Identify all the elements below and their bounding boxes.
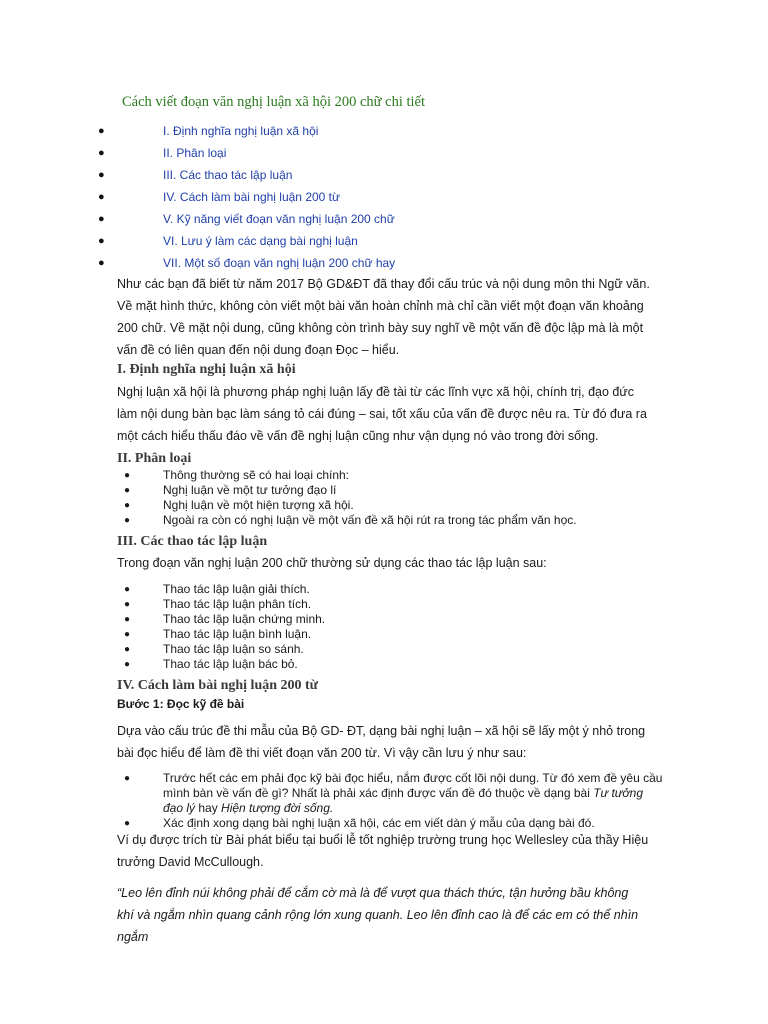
section-2-heading: II. Phân loại [117,451,192,466]
bullet-icon: ● [98,191,105,203]
bullet-icon: ● [124,515,131,526]
list-item: ● Ngoài ra còn có nghị luận về một vấn đề xã hội rút ra trong tác phẩm văn học. [124,513,577,527]
bullet-icon: ● [124,470,131,481]
bullet-icon: ● [98,169,105,181]
bullet-icon: ● [124,629,131,640]
bullet-icon: ● [124,584,131,595]
bullet-icon: ● [98,213,105,225]
section-1-heading: I. Định nghĩa nghị luận xã hội [117,362,296,377]
section-1-body: Nghị luận xã hội là phương pháp nghị luận lấy đề tài từ các lĩnh vực xã hội, chính trị, đạo đức làm nội dung bàn bạc làm sáng tỏ cái đúng – sai, tốt xấu của vấn đề được nêu ra. Từ đó đưa ra một cách hiểu thấu đáo về vấn đề nghị luận cũng như vận dụng nó vào trong đời sống. [117,385,647,443]
section-3-heading: III. Các thao tác lập luận [117,534,268,549]
section-4-list [0,771,663,831]
bullet-icon: ● [124,614,131,625]
list-item: ● Nghị luận về một tư tưởng đạo lí [124,483,337,497]
toc-link-6[interactable]: VI. Lưu ý làm các dạng bài nghị luận [163,234,358,248]
section-4-heading: IV. Cách làm bài nghị luận 200 từ [117,678,319,693]
bullet-icon: ● [98,147,105,159]
section-2-list [0,468,663,528]
section-3-list [0,582,663,672]
toc-link-7[interactable]: VII. Một số đoạn văn nghị luận 200 chữ hay [163,256,396,270]
list-item: ● Thao tác lập luận chứng minh. [124,612,326,626]
list-item: ● Xác định xong dạng bài nghị luận xã hội, các em viết dàn ý mẫu của dạng bài đó. [124,816,595,830]
toc-link-1[interactable]: I. Định nghĩa nghị luận xã hội [163,124,319,138]
example-paragraph: Ví dụ được trích từ Bài phát biểu tại buổi lễ tốt nghiệp trường trung học Wellesley của thầy Hiệu trưởng David McCullough. [117,833,649,869]
list-item: ● Thông thường sẽ có hai loại chính: [124,468,350,482]
list-item: ● Trước hết các em phải đọc kỹ bài đọc hiểu, nắm được cốt lõi nội dung. Từ đó xem đề yêu cầu mình bàn về vấn đề gì? Nhất là phải xác định được vấn đề đó thuộc về dạng bài Tư tưởng đạo lý hay Hiện tượng đời sống. [124,771,663,815]
list-item: ● Nghị luận về một hiện tượng xã hội. [124,498,354,512]
document-title: Cách viết đoạn văn nghị luận xã hội 200 chữ chi tiết [122,94,426,110]
bullet-icon: ● [124,773,131,784]
list-item: ● Thao tác lập luận so sánh. [124,642,304,656]
bullet-icon: ● [98,257,105,269]
bullet-icon: ● [124,659,131,670]
bullet-icon: ● [124,644,131,655]
section-4-body: Dựa vào cấu trúc đề thi mẫu của Bộ GD- ĐT, dạng bài nghị luận – xã hội sẽ lấy một ý nhỏ trong bài đọc hiểu để làm đề thi viết đoạn văn 200 từ. Vì vậy cần lưu ý như sau: [117,724,646,760]
list-item: ● Thao tác lập luận bình luận. [124,627,312,641]
section-3-intro: Trong đoạn văn nghị luận 200 chữ thường sử dụng các thao tác lập luận sau: [117,556,547,570]
toc-link-4[interactable]: IV. Cách làm bài nghị luận 200 từ [163,190,341,204]
bullet-icon: ● [98,235,105,247]
toc-link-3[interactable]: III. Các thao tác lập luận [163,168,293,182]
list-item: ● Thao tác lập luận bác bỏ. [124,657,298,671]
list-item: ● Thao tác lập luận phân tích. [124,597,312,611]
step-1-heading: Bước 1: Đọc kỹ đề bài [117,697,245,711]
quote-paragraph: “Leo lên đỉnh núi không phải để cắm cờ mà là để vượt qua thách thức, tận hưởng bầu không khí và ngắm nhìn quang cảnh rộng lớn xung quanh. Leo lên đỉnh cao là để các em có thể nhìn ngắm [117,886,639,944]
list-item: ● Thao tác lập luận giải thích. [124,582,310,596]
bullet-icon: ● [124,599,131,610]
bullet-icon: ● [98,125,105,137]
bullet-icon: ● [124,500,131,511]
toc-link-2[interactable]: II. Phân loại [163,146,227,160]
bullet-icon: ● [124,485,131,496]
toc-link-5[interactable]: V. Kỹ năng viết đoạn văn nghị luận 200 chữ [163,212,395,226]
intro-paragraph: Như các bạn đã biết từ năm 2017 Bộ GD&ĐT đã thay đổi cấu trúc và nội dung môn thi Ngữ văn. Về mặt hình thức, không còn viết một bài văn hoàn chỉnh mà chỉ cần viết một đoạn văn khoảng 200 chữ. Về mặt nội dung, cũng không còn trình bày suy nghĩ về một vấn đề độc lập mà là một vấn đề có liên quan đến nội dung đoạn Đọc – hiểu. [117,277,650,357]
bullet-icon: ● [124,818,131,829]
